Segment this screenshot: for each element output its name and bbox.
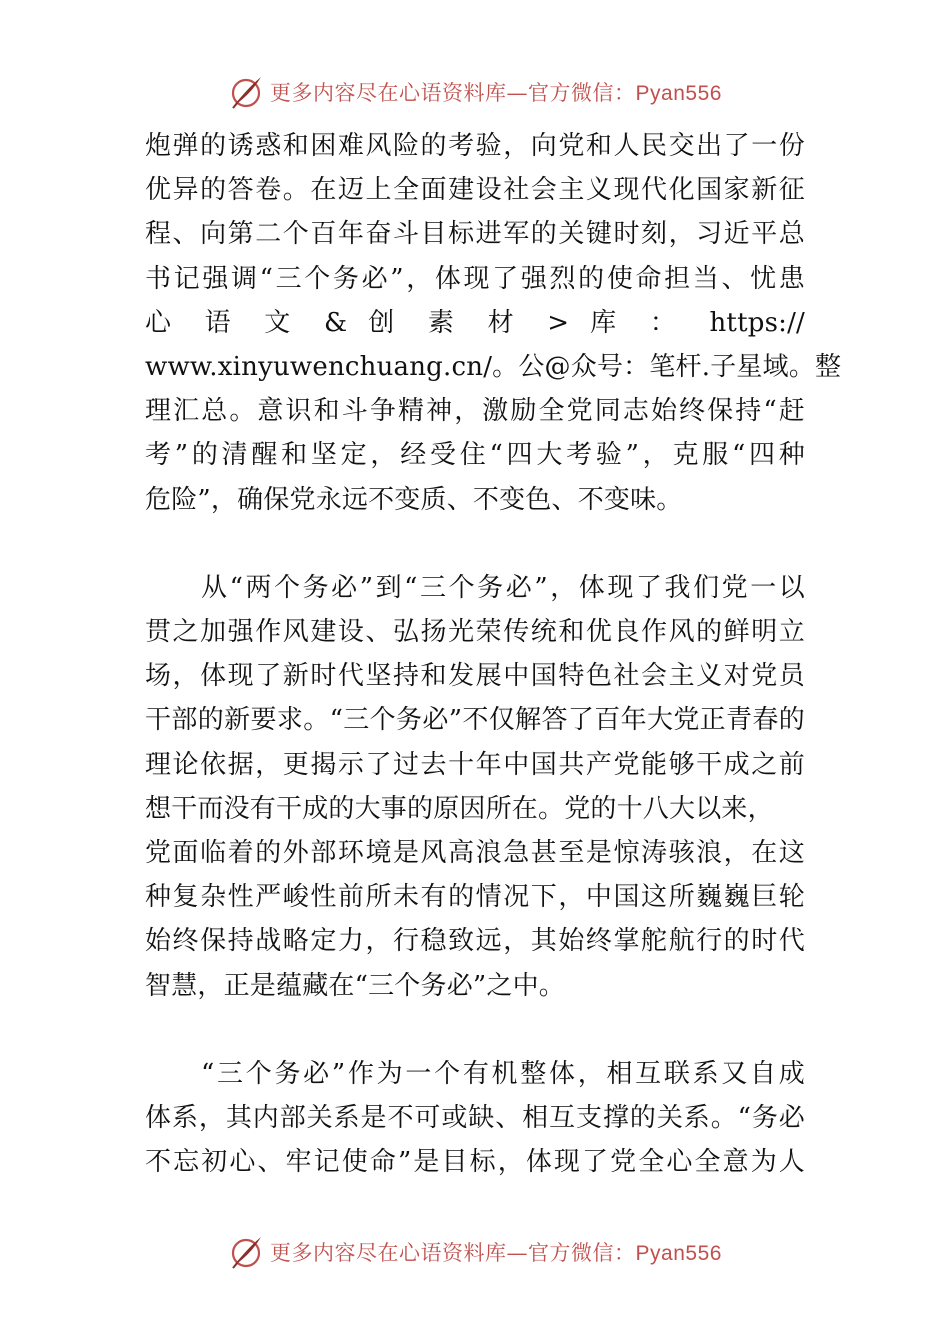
text-line: 理论依据，更揭示了过去十年中国共产党能够干成之前 [145, 749, 805, 780]
text-line: 党面临着的外部环境是风高浪急甚至是惊涛骇浪，在这 [145, 838, 805, 868]
header-banner-text: 更多内容尽在心语资料库—官方微信：Pyan556 [270, 81, 722, 105]
wechat-id: Pyan556 [635, 1242, 722, 1265]
text-line: 炮弹的诱惑和困难风险的考验，向党和人民交出了一份 [145, 131, 805, 161]
text-line: 智慧，正是蕴藏在“三个务必”之中。 [145, 970, 565, 1001]
footer-banner-text: 更多内容尽在心语资料库—官方微信：Pyan556 [270, 1241, 722, 1265]
paragraph-2 [145, 566, 805, 1008]
quill-logo-icon [228, 74, 264, 110]
wechat-id: Pyan556 [635, 82, 722, 105]
header-banner [0, 72, 950, 112]
footer-banner [0, 1232, 950, 1272]
text-line: 心 语 文 & 创 素 材 > 库 ： https:// [145, 307, 805, 338]
text-line: 始终保持战略定力，行稳致远，其始终掌舵航行的时代 [145, 926, 805, 957]
text-line: 程、向第二个百年奋斗目标进军的关键时刻，习近平总 [145, 219, 805, 250]
text-line: 危险”，确保党永远不变质、不变色、不变味。 [145, 484, 683, 515]
quill-logo-icon [228, 1234, 264, 1270]
text-line: 考”的清醒和坚定，经受住“四大考验”，克服“四种 [145, 440, 805, 471]
text-line: 种复杂性严峻性前所未有的情况下，中国这所巍巍巨轮 [145, 882, 805, 913]
text-line: 干部的新要求。“三个务必”不仅解答了百年大党正青春的 [145, 705, 805, 736]
paragraph-1 [145, 124, 842, 522]
document-body [145, 124, 842, 1185]
text-line: 体系，其内部关系是不可或缺、相互支撑的关系。“务必 [145, 1103, 805, 1134]
text-line: 想干而没有干成的大事的原因所在。党的十八大以来， [145, 793, 774, 824]
text-line: 不忘初心、牢记使命”是目标，体现了党全心全意为人 [145, 1147, 805, 1178]
text-line: www.xinyuwenchuang.cn/。公@众号：笔杆.子星域。整 [145, 351, 842, 382]
text-line: 优异的答卷。在迈上全面建设社会主义现代化国家新征 [145, 175, 805, 206]
text-line: 贯之加强作风建设、弘扬光荣传统和优良作风的鲜明立 [145, 617, 805, 648]
text-line: 从“两个务必”到“三个务必”，体现了我们党一以 [201, 572, 805, 603]
text-line: “三个务必”作为一个有机整体，相互联系又自成 [201, 1058, 805, 1089]
text-line: 场，体现了新时代坚持和发展中国特色社会主义对党员 [145, 661, 805, 692]
paragraph-3 [145, 1052, 805, 1185]
text-line: 书记强调“三个务必”，体现了强烈的使命担当、忧患 [145, 263, 805, 294]
text-line: 理汇总。意识和斗争精神，激励全党同志始终保持“赶 [145, 396, 805, 427]
